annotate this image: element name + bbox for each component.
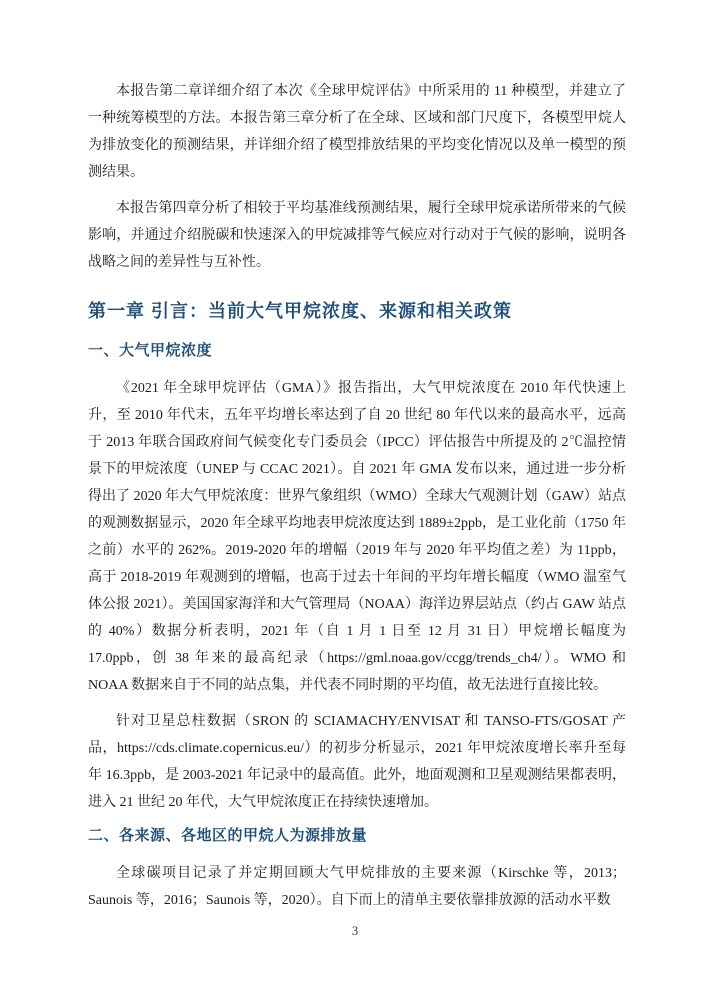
page-footer: [0, 922, 710, 940]
paragraph-section1-2: 针对卫星总柱数据（SRON 的 SCIAMACHY/ENVISAT 和 TANSO-FTS/GOSAT 产品，https://cds.climate.copernicus.eu/）的初步分析显示，2021 年甲烷浓度增长率升至每年 16.3ppb，是 2003-2021 年记录中的最高值。此外，地面观测和卫星观测结果都表明，进入 21 世纪 20 年代，大气甲烷浓度正在持续快速增加。: [88, 714, 626, 810]
chapter-heading: 第一章 引言：当前大气甲烷浓度、来源和相关政策: [88, 301, 512, 321]
section-heading-anthropogenic-emissions-by-source-region: 二、各来源、各地区的甲烷人为源排放量: [88, 827, 368, 844]
paragraph-section1-1: 《2021 年全球甲烷评估（GMA）》报告指出，大气甲烷浓度在 2010 年代快速上升，至 2010 年代末，五年平均增长率达到了自 20 世纪 80 年代以来的最高水平，远高于 2013 年联合国政府间气候变化专门委员会（IPCC）评估报告中所提及的 2℃温控情景下的甲烷浓度（UNEP 与 CCAC 2021）。自 2021 年 GMA 发布以来，通过进一步分析得出了 2020 年大气甲烷浓度：世界气象组织（WMO）全球大气观测计划（GAW）站点的观测数据显示，2020 年全球平均地表甲烷浓度达到 1889±2ppb，是工业化前（1750 年之前）水平的 262%。2019-2020 年的增幅（2019 年与 2020 年平均值之差）为 11ppb，高于 2018-2019 年观测到的增幅，也高于过去十年间的平均年增长幅度（WMO 温室气体公报 2021）。美国国家海洋和大气管理局（NOAA）海洋边界层站点（约占 GAW 站点的 40%）数据分析表明，2021 年（自 1 月 1 日至 12 月 31 日）甲烷增长幅度为 17.0ppb，创 38 年来的最高纪录（https://gml.noaa.gov/ccgg/trends_ch4/）。WMO 和 NOAA 数据来自于不同的站点集，并代表不同时期的平均值，故无法进行直接比较。: [88, 381, 626, 693]
page-number: 3: [351, 924, 359, 938]
paragraph-section2-1: 全球碳项目记录了并定期回顾大气甲烷排放的主要来源（Kirschke 等，2013；Saunois 等，2016；Saunois 等，2020）。自下而上的清单主要依靠排放源的活动水平数: [88, 866, 626, 908]
paragraph-intro-1: 本报告第二章详细介绍了本次《全球甲烷评估》中所采用的 11 种模型，并建立了一种统筹模型的方法。本报告第三章分析了在全球、区域和部门尺度下，各模型甲烷人为排放变化的预测结果，并详细介绍了模型排放结果的平均变化情况以及单一模型的预测结果。: [88, 84, 626, 180]
page-content: [88, 78, 626, 916]
section-heading-atmospheric-methane-concentration: 一、大气甲烷浓度: [88, 342, 213, 359]
paragraph-intro-2: 本报告第四章分析了相较于平均基准线预测结果，履行全球甲烷承诺所带来的气候影响，并通过介绍脱碳和快速深入的甲烷减排等气候应对行动对于气候的影响，说明各战略之间的差异性与互补性。: [88, 201, 626, 270]
